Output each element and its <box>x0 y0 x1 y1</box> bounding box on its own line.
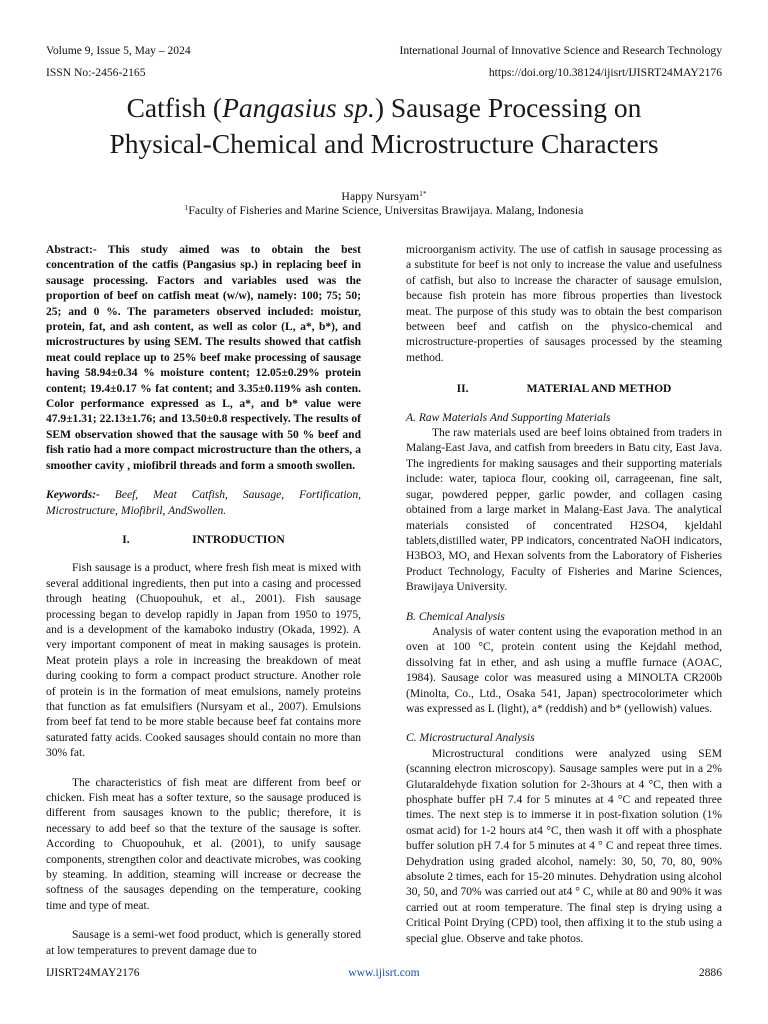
volume-info: Volume 9, Issue 5, May – 2024 <box>46 44 191 57</box>
section-number: II. <box>456 383 469 396</box>
right-column <box>406 243 722 947</box>
title-line-2: Physical-Chemical and Microstructure Characters <box>109 128 659 159</box>
affiliation-text: Faculty of Fisheries and Marine Science, Universitas Brawijaya. Malang, Indonesia <box>188 203 584 217</box>
intro-paragraph-2: The characteristics of fish meat are different from beef or chicken. Fish meat has a softer texture, so the sausage produced is different from sausages known to the public; therefore, it is necessary to add beef so that the texture of the sausage is softer. According to Chuopouhuk, et al. (2001), to unify sausage components, strengthen color and deactivate microbes, was cooking by steaming. In addition, steaming will increase or decrease the softness of the sausages depending on the temperature, cooking time and type of meat. <box>46 776 361 912</box>
intro-paragraph-3-continued: microorganism activity. The use of catfish in sausage processing as a substitute for beef is not only to increase the value and usefulness of catfish, but also to increase the character of sausage emulsion, because fish protein has more fibrous properties than livestock meat. The purpose of this study was to obtain the best comparison between beef and catfish on the physico-chemical and microstructure-properties of sausages processed by the steaming method. <box>406 244 722 364</box>
page-number: 2886 <box>698 966 722 979</box>
title-part-2: ) Sausage Processing on <box>374 92 642 123</box>
keywords-text: Beef, Meat Catfish, Sausage, Fortification, Microstructure, Miofibril, AndSwollen. <box>46 489 361 517</box>
method-paragraph-b: Analysis of water content using the evaporation method in an oven at 100 °C, protein content using the Kejdahl method, dissolving fat in ether, and ash using a muffle furnace (AOAC, 1984). Sausage color was measured using a MINOLTA CR200b (Minolta, Co., Ltd., Osaka 541, Japan) spectrocolorimeter which was expressed as L (light), a* (reddish) and b* (yellowish) values. <box>406 625 722 715</box>
intro-paragraph-1: Fish sausage is a product, where fresh fish meat is mixed with several additional ingredients, then put into a casing and processed through heating (Chuopouhuk, et al., 2001). Fish sausage processing began to develop rapidly in Japan from 1950 to 1975, and is a development of the kamaboko industry (Okada, 1992). A very important component of meat in making sausages is protein. Meat protein plays a role in increasing the breakdown of meat during cooking to form a compact product structure. Another role of protein is in the formation of meat emulsions, namely proteins that function as fat emulsifiers (Nursyam et al., 2007). Emulsions from beef fat tend to be more stable because beef fat contains more saturated fatty acids. Cooked sausages should contain no more than 30% fat. <box>46 562 361 760</box>
title-part-1: Catfish ( <box>126 92 223 123</box>
journal-name: International Journal of Innovative Science and Research Technology <box>399 44 722 57</box>
paper-title <box>40 90 728 162</box>
section-heading-method <box>406 382 722 397</box>
subsection-heading-a: A. Raw Materials And Supporting Materials <box>406 411 611 424</box>
author <box>0 189 768 204</box>
author-mark: 1* <box>419 189 427 198</box>
method-paragraph-c: Microstructural conditions were analyzed using SEM (scanning electron microscopy). Sausage samples were put in a 2% Glutaraldehyde fixation solution for 2-3hours at 4 °C, then with a phosphate buffer pH 7.4 for 5 minutes at 4 °C and repeated three times. The next step is to immerse it in post-fixation solution (1% osmat acid) for 1-2 hours at4 °C, then wash it off with a phosphate buffer solution pH 7.4 for 5 minutes at 4 ° C and repeat three times. Dehydration using graded alcohol, namely: 30, 50, 70, 80, 90% absolute 2 times, each for 15-20 minutes. Dehydration using alcohol 30, 50, and 70% was carried out at4 ° C, while at 80 and 90% it was carried out at room temperature. The final step is drying using a Critical Point Drying (CPD) tool, then affixing it to the stub using a special glue. Observe and take photos. <box>406 747 722 945</box>
affiliation-mark: 1 <box>184 203 189 212</box>
keywords <box>46 488 361 519</box>
section-heading-introduction <box>46 533 361 548</box>
subsection-heading-b: B. Chemical Analysis <box>406 610 505 623</box>
footer-code: IJISRT24MAY2176 <box>46 966 140 979</box>
left-column <box>46 243 361 959</box>
method-paragraph-a: The raw materials used are beef loins obtained from traders in Malang-East Java, and catfish from breeders in Batu city, East Java. The ingredients for making sausages and their supporting materials include: water, tapioca flour, cooking oil, carrageenan, fine salt, sugar, powdered pepper, garlic powder, and collagen casing obtained from a large market in Malang-East Java. The analytical materials consisted of concentrated H2SO4, kjeldahl tablets,distilled water, PP indicators, concentrated NaOH indicators, H3BO3, MO, and Hexan solvents from the Laboratory of Fisheries Product Technology, Faculty of Fisheries and Marine Sciences, Brawijaya University. <box>406 427 722 594</box>
abstract: Abstract:- This study aimed was to obtain the best concentration of the catfis (Pangasius sp.) in replacing beef in sausage processing. Factors and variables used was the proportion of beef on catfish meat (w/w), namely: 100; 75; 50; 25; and 0 %. The parameters observed included: moistur, protein, fat, and ash content, as well as color (L, a*, b*), and microstructures by using SEM. The results showed that catfish meat could replace up to 25% beef make processing of sausage having 58.94±0.34 % moisture content; 12.05±0.29% protein content; 19.4±0.17 % fat content; and 3.35±0.119% ash conten. Color performance expressed as L, a*, and b* value were 47.9±1.31; 22.13±1.76; and 13.50±0.8 respectively. The results of SEM observation showed that the sausage with 50 % beef and fish ratio had a more compact microstructure than the others, a smoother cavity , miofibril threads and form a smooth swollen. <box>46 244 361 472</box>
affiliation <box>0 203 768 218</box>
keywords-label: Keywords:- <box>46 489 100 502</box>
author-name: Happy Nursyam <box>341 189 420 203</box>
section-title: INTRODUCTION <box>192 533 285 546</box>
intro-paragraph-3: Sausage is a semi-wet food product, which is generally stored at low temperatures to prevent damage due to <box>46 929 361 957</box>
footer-website-link[interactable]: www.ijisrt.com <box>348 966 420 979</box>
section-number: I. <box>122 533 130 546</box>
doi-link[interactable]: https://doi.org/10.38124/ijisrt/IJISRT24MAY2176 <box>488 66 722 79</box>
title-species: Pangasius sp. <box>222 92 375 123</box>
issn: ISSN No:-2456-2165 <box>46 66 146 79</box>
subsection-heading-c: C. Microstructural Analysis <box>406 732 535 745</box>
section-title: MATERIAL AND METHOD <box>526 383 672 396</box>
